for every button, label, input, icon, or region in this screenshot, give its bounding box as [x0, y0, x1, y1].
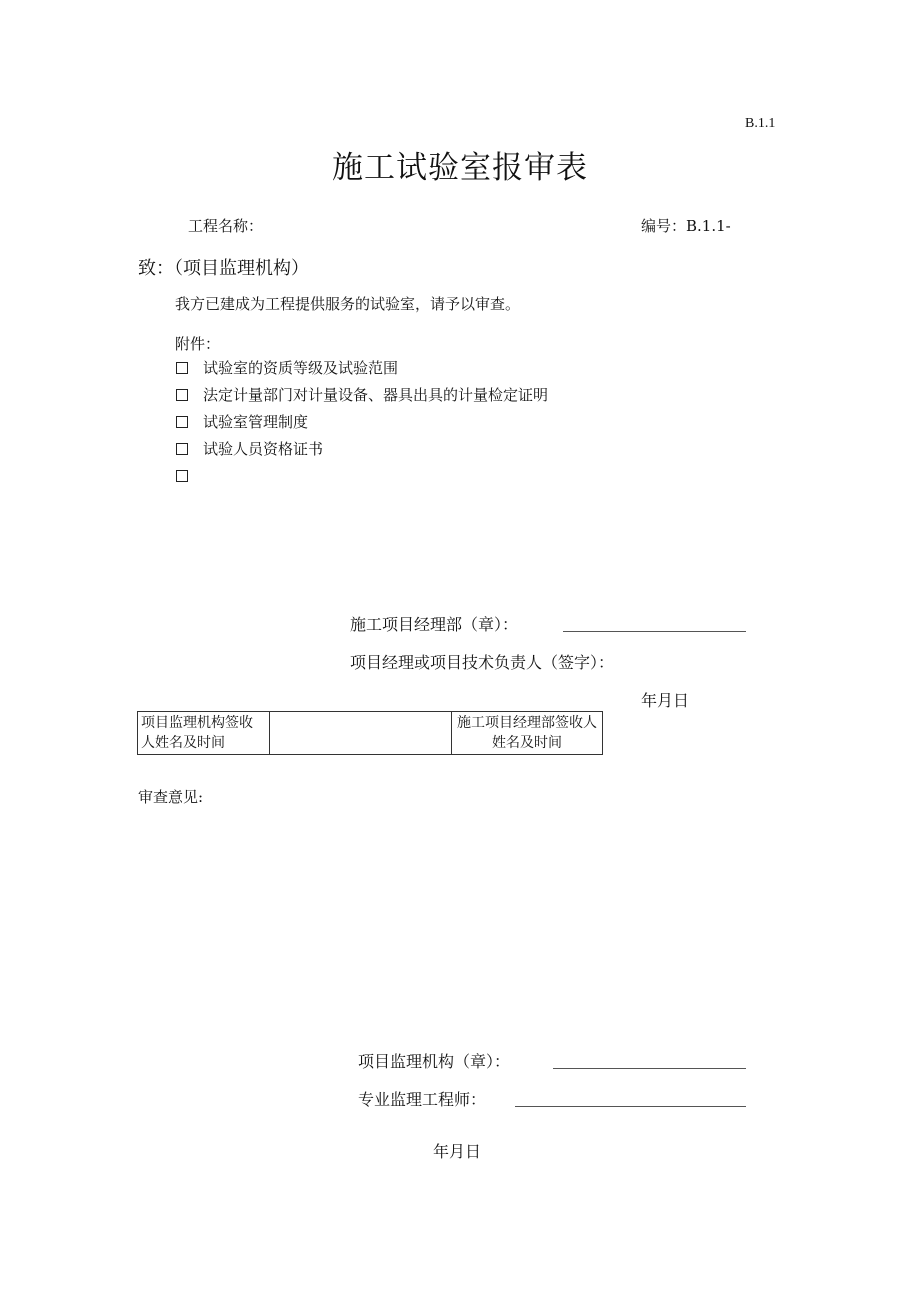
supervisor-receiver-value[interactable] — [270, 712, 452, 755]
contractor-manager-signature-label: 项目经理或项目技术负责人（签字）： — [350, 653, 615, 672]
attachment-item-text: 试验人员资格证书 — [203, 440, 324, 458]
supervisor-receiver-label: 项目监理机构签收人姓名及时间 — [138, 712, 270, 755]
attachment-item — [176, 413, 548, 440]
table-row — [138, 712, 603, 755]
checkbox-icon[interactable] — [176, 443, 188, 455]
supervising-engineer-signature-line[interactable] — [515, 1106, 746, 1107]
intro-text: 我方已建成为工程提供服务的试验室，请予以审查。 — [175, 295, 521, 313]
receipt-table — [137, 711, 603, 755]
addressee-line: 致：（项目监理机构） — [138, 258, 309, 279]
page-title: 施工试验室报审表 — [332, 150, 588, 186]
checkbox-icon[interactable] — [176, 416, 188, 428]
checkbox-icon[interactable] — [176, 362, 188, 374]
checkbox-icon[interactable] — [176, 470, 188, 482]
supervisor-date-label: 年月日 — [433, 1142, 482, 1161]
supervisor-org-seal-line[interactable] — [553, 1068, 746, 1069]
contractor-dept-seal-line[interactable] — [563, 631, 746, 632]
supervisor-org-seal-label: 项目监理机构（章）： — [358, 1052, 511, 1071]
attachment-item-text: 试验室管理制度 — [203, 413, 309, 431]
attachments-label: 附件： — [175, 335, 221, 353]
contractor-dept-seal-label: 施工项目经理部（章）： — [350, 615, 519, 634]
checkbox-icon[interactable] — [176, 389, 188, 401]
contractor-receiver-label: 施工项目经理部签收人姓名及时间 — [452, 712, 603, 755]
attachment-item — [176, 359, 548, 386]
attachment-item — [176, 386, 548, 413]
project-name-label: 工程名称： — [188, 217, 264, 235]
review-opinion-label: 审查意见: — [138, 788, 204, 806]
attachments-list — [176, 359, 548, 494]
attachment-item — [176, 440, 548, 467]
serial-number-label: 编号：B.1.1- — [641, 217, 731, 235]
attachment-item-text: 法定计量部门对计量设备、器具出具的计量检定证明 — [203, 386, 549, 404]
supervising-engineer-label: 专业监理工程师： — [358, 1090, 487, 1109]
form-code: B.1.1 — [745, 116, 776, 131]
contractor-date-label: 年月日 — [641, 691, 690, 710]
attachment-item-text: 试验室的资质等级及试验范围 — [203, 359, 399, 377]
attachment-item — [176, 467, 548, 494]
